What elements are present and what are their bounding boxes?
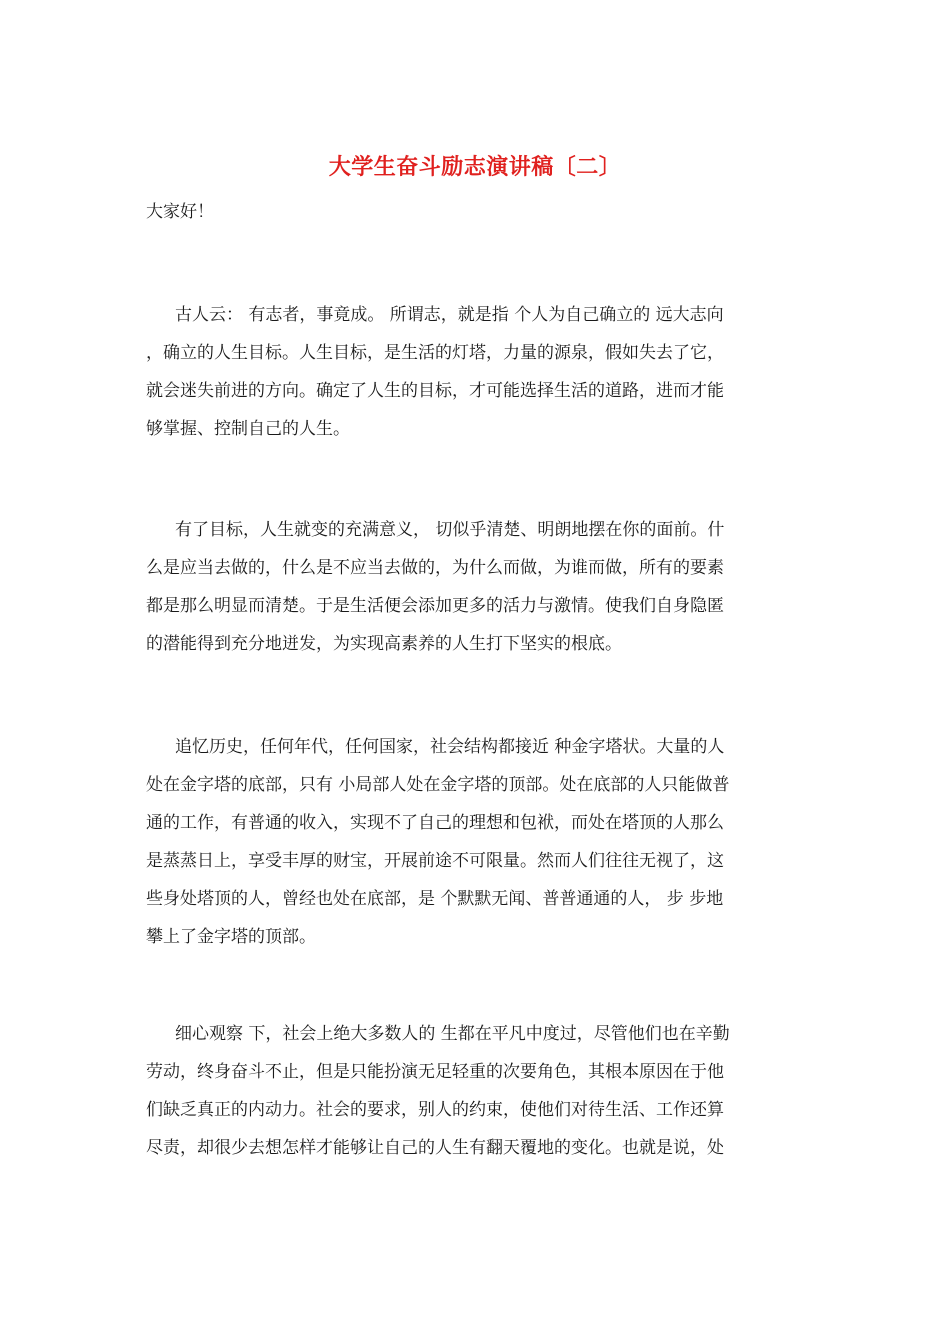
paragraph-line: 通的工作，有普通的收入，实现不了自己的理想和包袱，而处在塔顶的人那么 [146,813,724,833]
paragraph-line: 处在金字塔的底部，只有 小局部人处在金字塔的顶部。处在底部的人只能做普 [146,775,730,795]
paragraph-line: ，确立的人生目标。人生目标，是生活的灯塔，力量的源泉，假如失去了它， [146,343,724,363]
paragraph-line: 都是那么明显而清楚。于是生活便会添加更多的活力与激情。使我们自身隐匿 [146,596,724,616]
paragraph-3 [146,728,806,956]
paragraph-line: 尽责，却很少去想怎样才能够让自己的人生有翻天覆地的变化。也就是说，处 [146,1138,724,1158]
paragraph-line: 就会迷失前进的方向。确定了人生的目标，才可能选择生活的道路，进而才能 [146,381,724,401]
paragraph-line: 够掌握、控制自己的人生。 [146,419,350,439]
paragraph-line: 的潜能得到充分地迸发，为实现高素养的人生打下坚实的根底。 [146,634,622,654]
paragraph-2 [146,511,806,663]
paragraph-4 [146,1015,806,1167]
paragraph-line: 么是应当去做的，什么是不应当去做的，为什么而做，为谁而做，所有的要素 [146,558,724,578]
paragraph-1 [146,296,806,448]
paragraph-line: 有了目标，人生就变的充满意义， 切似乎清楚、明朗地摆在你的面前。什 [175,520,725,540]
paragraph-line: 追忆历史，任何年代，任何国家，社会结构都接近 种金字塔状。大量的人 [175,737,725,757]
greeting: 大家好！ [146,202,214,222]
paragraph-line: 细心观察 下，社会上绝大多数人的 生都在平凡中度过，尽管他们也在辛勤 [175,1024,730,1044]
paragraph-line: 们缺乏真正的内动力。社会的要求，别人的约束，使他们对待生活、工作还算 [146,1100,724,1120]
document-title: 大学生奋斗励志演讲稿〔二〕 [328,154,622,180]
paragraph-line: 是蒸蒸日上，享受丰厚的财宝，开展前途不可限量。然而人们往往无视了，这 [146,851,724,871]
paragraph-line: 劳动，终身奋斗不止，但是只能扮演无足轻重的次要角色，其根本原因在于他 [146,1062,724,1082]
paragraph-line: 攀上了金字塔的顶部。 [146,927,316,947]
paragraph-line: 古人云： 有志者，事竟成。 所谓志，就是指 个人为自己确立的 远大志向 [175,305,724,325]
paragraph-line: 些身处塔顶的人，曾经也处在底部，是 个默默无闻、普普通通的人， 步 步地 [146,889,724,909]
